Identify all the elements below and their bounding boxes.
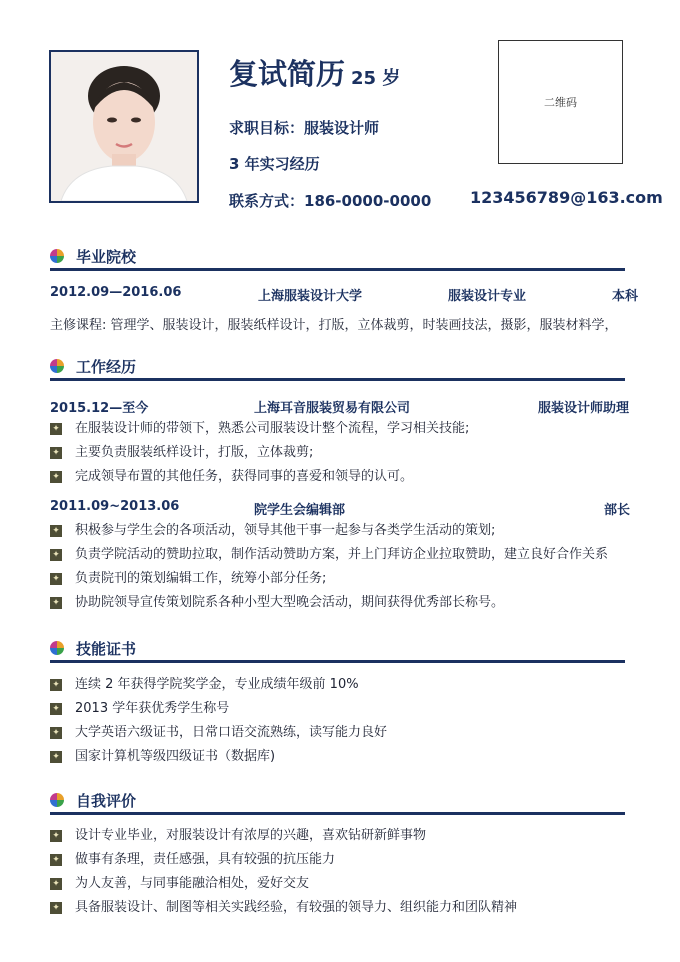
- contact-phone: 联系方式：186-0000-0000: [229, 192, 432, 210]
- star-bullet-icon: ✦: [50, 447, 62, 459]
- title-text: 复试简历: [229, 57, 346, 91]
- star-bullet-icon: ✦: [50, 597, 62, 609]
- star-bullet-icon: ✦: [50, 878, 62, 890]
- job-duties: [50, 420, 469, 492]
- list-item: ✦ 大学英语六级证书，日常口语交流熟练，读写能力良好: [50, 724, 387, 748]
- star-bullet-icon: ✦: [50, 423, 62, 435]
- section-dot-icon: [50, 641, 64, 655]
- list-item: ✦ 具备服装设计、制图等相关实践经验，有较强的领导力、组织能力和团队精神: [50, 899, 517, 923]
- star-bullet-icon: ✦: [50, 727, 62, 739]
- section-title: 毕业院校: [76, 248, 137, 266]
- job-period: 2015.12—至今: [50, 401, 149, 416]
- job-period: 2011.09~2013.06: [50, 499, 180, 514]
- contact-email: 123456789@163.com: [470, 188, 663, 207]
- portrait-image: [51, 52, 197, 201]
- skills-list: [50, 676, 387, 772]
- section-dot-icon: [50, 793, 64, 807]
- star-bullet-icon: ✦: [50, 573, 62, 585]
- experience-years: 3 年实习经历: [229, 155, 320, 173]
- list-item: ✦ 负责学院活动的赞助拉取，制作活动赞助方案，并上门拜访企业拉取赞助，建立良好合作关系: [50, 546, 608, 570]
- star-bullet-icon: ✦: [50, 830, 62, 842]
- resume-title: [229, 52, 400, 93]
- list-item: ✦ 设计专业毕业，对服装设计有浓厚的兴趣，喜欢钻研新鲜事物: [50, 827, 517, 851]
- education-period: 2012.09—2016.06: [50, 285, 182, 300]
- star-bullet-icon: ✦: [50, 703, 62, 715]
- section-title: 工作经历: [76, 358, 137, 376]
- list-item: ✦ 积极参与学生会的各项活动，领导其他干事一起参与各类学生活动的策划;: [50, 522, 608, 546]
- section-dot-icon: [50, 249, 64, 263]
- job-role: 服装设计师助理: [538, 401, 630, 416]
- job-objective: 求职目标：服装设计师: [229, 119, 380, 137]
- qr-label: 二维码: [544, 96, 577, 109]
- list-item: ✦ 做事有条理，责任感强，具有较强的抗压能力: [50, 851, 517, 875]
- section-divider: [50, 660, 625, 663]
- job-duties: [50, 522, 608, 618]
- list-item: ✦ 完成领导布置的其他任务，获得同事的喜爱和领导的认可。: [50, 468, 469, 492]
- section-title: 技能证书: [76, 640, 137, 658]
- list-item: ✦ 协助院领导宣传策划院系各种小型大型晚会活动，期间获得优秀部长称号。: [50, 594, 608, 618]
- star-bullet-icon: ✦: [50, 471, 62, 483]
- list-item: ✦ 负责院刊的策划编辑工作，统筹小部分任务;: [50, 570, 608, 594]
- list-item: ✦ 连续 2 年获得学院奖学金，专业成绩年级前 10%: [50, 676, 387, 700]
- list-item: ✦ 主要负责服装纸样设计，打版，立体裁剪;: [50, 444, 469, 468]
- qr-code-placeholder: [498, 40, 623, 164]
- star-bullet-icon: ✦: [50, 679, 62, 691]
- star-bullet-icon: ✦: [50, 549, 62, 561]
- section-divider: [50, 812, 625, 815]
- education-school: 上海服装设计大学: [258, 289, 363, 304]
- star-bullet-icon: ✦: [50, 854, 62, 866]
- self-evaluation-list: [50, 827, 517, 923]
- section-divider: [50, 378, 625, 381]
- age-text: 25 岁: [351, 68, 401, 89]
- star-bullet-icon: ✦: [50, 751, 62, 763]
- list-item: ✦ 2013 学年获优秀学生称号: [50, 700, 387, 724]
- job-organization: 上海耳音服装贸易有限公司: [254, 401, 411, 416]
- job-role: 部长: [604, 503, 631, 518]
- section-divider: [50, 268, 625, 271]
- star-bullet-icon: ✦: [50, 525, 62, 537]
- section-title: 自我评价: [76, 792, 137, 810]
- education-courses: 主修课程: 管理学、服装设计，服装纸样设计，打版，立体裁剪，时装画技法，摄影，服装材料学，: [50, 318, 618, 333]
- job-organization: 院学生会编辑部: [254, 503, 346, 518]
- education-degree: 本科: [612, 289, 639, 304]
- section-dot-icon: [50, 359, 64, 373]
- profile-photo: [49, 50, 199, 203]
- education-major: 服装设计专业: [448, 289, 527, 304]
- star-bullet-icon: ✦: [50, 902, 62, 914]
- list-item: ✦ 国家计算机等级四级证书（数据库): [50, 748, 387, 772]
- list-item: ✦ 在服装设计师的带领下，熟悉公司服装设计整个流程，学习相关技能;: [50, 420, 469, 444]
- list-item: ✦ 为人友善，与同事能融洽相处，爱好交友: [50, 875, 517, 899]
